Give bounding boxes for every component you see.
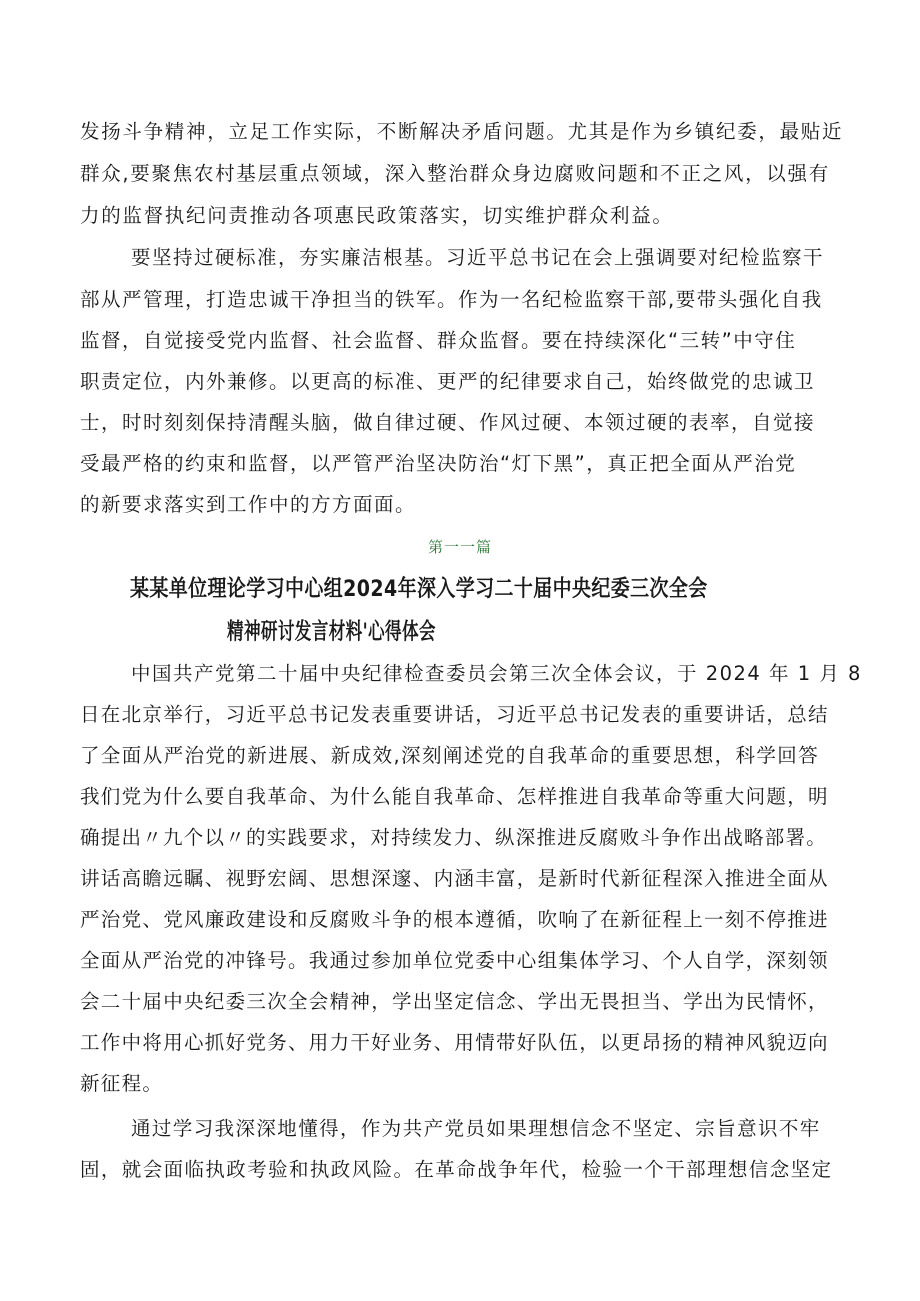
article-title-line-1: 某某单位理论学习中心组2024年深入学习二十届中央纪委三次全会 xyxy=(130,576,708,602)
text-line: 士，时时刻刻保持清醒头脑，做自律过硬、作风过硬、本领过硬的表率，自觉接 xyxy=(80,411,816,434)
text-line: 确提出〃九个以〃的实践要求，对持续发力、纵深推进反腐败斗争作出战略部署。 xyxy=(80,826,828,849)
text-line: 固，就会面临执政考验和执政风险。在革命战争年代，检验一个干部理想信念坚定 xyxy=(80,1158,833,1181)
text-line: 群众,要聚焦农村基层重点领域，深入整治群众身边腐败问题和不正之风，以强有 xyxy=(80,162,830,185)
text-line: 发扬斗争精神，立足工作实际，不断解决矛盾问题。尤其是作为乡镇纪委，最贴近 xyxy=(80,120,844,143)
text-line: 日在北京举行，习近平总书记发表重要讲话，习近平总书记发表的重要讲话，总结 xyxy=(80,703,829,726)
text-line: 中国共产党第二十届中央纪律检查委员会第三次全体会议，于 2024 年 1 月 8 xyxy=(131,662,862,685)
text-line: 新征程。 xyxy=(80,1072,164,1095)
text-line: 会二十届中央纪委三次全会精神，学出坚定信念、学出无畏担当、学出为民情怀， xyxy=(80,990,829,1013)
text-line: 监督，自觉接受党内监督、社会监督、群众监督。要在持续深化“三转”中守住 xyxy=(80,329,797,352)
text-line: 的新要求落实到工作中的方方面面。 xyxy=(80,493,417,516)
text-line: 受最严格的约束和监督，以严管严治坚决防治“灯下黑”，真正把全面从严治党 xyxy=(80,452,797,475)
article-title-line-2: 精神研讨发言材料'心得体会 xyxy=(227,619,436,645)
text-line: 讲话高瞻远瞩、视野宏阔、思想深邃、内涵丰富，是新时代新征程深入推进全面从 xyxy=(80,867,829,890)
section-label: 第一一篇 xyxy=(427,538,492,556)
text-line: 我们党为什么要自我革命、为什么能自我革命、怎样推进自我革命等重大问题，明 xyxy=(80,785,829,808)
text-line: 部从严管理，打造忠诚干净担当的铁军。作为一名纪检监察干部,要带头强化自我 xyxy=(80,288,823,311)
text-line: 力的监督执纪问责推动各项惠民政策落实，切实维护群众利益。 xyxy=(80,204,674,227)
text-line: 要坚持过硬标准，夯实廉洁根基。习近平总书记在会上强调要对纪检监察干 xyxy=(131,246,825,269)
text-line: 工作中将用心抓好党务、用力干好业务、用情带好队伍，以更昂扬的精神风貌迈向 xyxy=(80,1031,829,1054)
text-line: 全面从严治党的冲锋号。我通过参加单位党委中心组集体学习、个人自学，深刻领 xyxy=(80,949,829,972)
text-line: 职责定位，内外兼修。以更高的标准、更严的纪律要求自己，始终做党的忠诚卫 xyxy=(80,370,816,393)
text-line: 通过学习我深深地懂得，作为共产党员如果理想信念不坚定、宗旨意识不牢 xyxy=(131,1117,821,1140)
text-line: 严治党、党风廉政建设和反腐败斗争的根本遵循，吹响了在新征程上一刻不停推进 xyxy=(80,908,829,931)
text-line: 了全面从严治党的新进展、新成效,深刻阐述党的自我革命的重要思想，科学回答 xyxy=(80,744,820,767)
